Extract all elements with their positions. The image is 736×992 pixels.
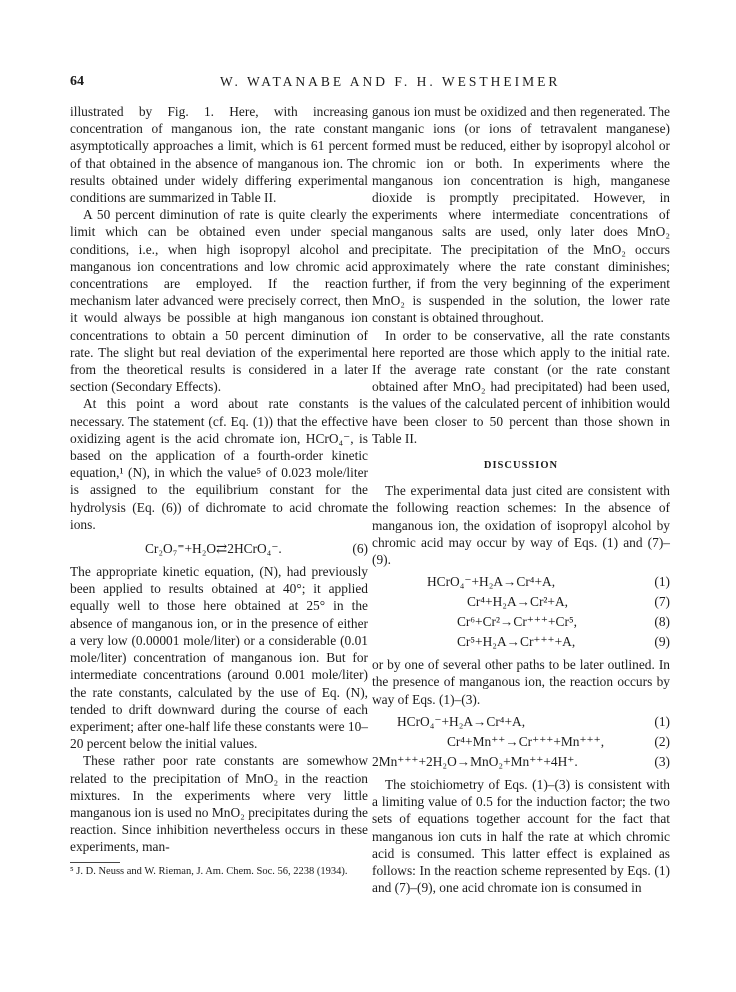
- equation-expression: Cr⁴+Mn⁺⁺→Cr⁺⁺⁺+Mn⁺⁺⁺,: [447, 733, 605, 749]
- footnote: ⁵ J. D. Neuss and W. Rieman, J. Am. Chem. Soc. 56, 2238 (1934).: [70, 865, 348, 877]
- running-title: W. WATANABE AND F. H. WESTHEIMER: [220, 74, 561, 89]
- equation-block-b: [372, 712, 670, 772]
- section-heading: DISCUSSION: [483, 460, 559, 472]
- equation-9: [372, 632, 670, 652]
- equation-expression: Cr₂O₇⁼+H₂O⇄2HCrO₄⁻.: [145, 541, 282, 557]
- paragraph: In order to be conservative, all the rate constants here reported are those which apply to the initial rate. If the average rate constant (or the rate constant obtained after MnO₂ had precipitated) had been used, the values of the calculated percent of inhibition would have been closer to 50 percent than those shown in Table II.: [372, 327, 670, 446]
- equation-6: [70, 539, 368, 559]
- paragraph: The experimental data just cited are consistent with the following reaction schemes: In the absence of manganous ion, the oxidation of isopropyl alcohol by chromic acid may occur by way of Eqs. (1) and (7)–(9).: [372, 483, 670, 568]
- page-number: 64: [70, 74, 84, 89]
- equation-number: (8): [654, 614, 670, 630]
- equation-number: (9): [654, 634, 670, 650]
- equation-expression: Cr⁴+H₂A→Cr²+A,: [467, 594, 568, 610]
- equation-1: [372, 572, 670, 592]
- equation-expression: 2Mn⁺⁺⁺+2H₂O→MnO₂+Mn⁺⁺+4H⁺.: [372, 753, 578, 769]
- equation-block-a: [372, 572, 670, 652]
- paragraph: The appropriate kinetic equation, (N), had previously been applied to results obtained at 40°; it applied equally well to those here obtained at 25° in the absence of manganous ion, or in the presence of either a very low (0.00001 mole/liter) or a considerable (0.01 mole/liter) concentration of manganous ion. But for intermediate concentrations (around 0.001 mole/liter) the rate constants, calculated by the use of Eq. (N), tended to drift downward during the course of each experiment; after one-half life these constants were 10–20 percent below the initial values.: [70, 564, 368, 752]
- equation-expression: HCrO₄⁻+H₂A→Cr⁴+A,: [427, 574, 556, 590]
- paragraph: A 50 percent diminution of rate is quite clearly the limit which can be obtained even under special conditions, i.e., when high isopropyl alcohol and manganous ion concentrations and low chromic acid concentrations are employed. If the reaction mechanism later advanced were precisely correct, then it would always be possible at high manganous ion concentrations to obtain a 50 percent diminution of rate. The slight but real deviation of the experimental from the theoretical results is considered in a later section (Secondary Effects).: [70, 207, 368, 395]
- equation-number: (7): [654, 594, 670, 610]
- equation-2: [372, 732, 670, 752]
- equation-1b: [372, 712, 670, 732]
- right-column: [372, 103, 670, 896]
- page-header: [70, 74, 670, 92]
- paragraph: ganous ion must be oxidized and then regenerated. The manganic ions (or ions of tetravalent manganese) formed must be reduced, either by isopropyl alcohol or chromic ion or both. In experiments where the manganous ion concentration is high, manganese dioxide is promptly precipitated. However, in experiments where intermediate concentrations of manganous salts are used, only later does MnO₂ precipitate. The precipitation of the MnO₂ occurs approximately where the rate constant diminishes; further, if from the very beginning of the experiment MnO₂ is suspended in the solution, the lower rate constant is obtained throughout.: [372, 104, 670, 326]
- footnote-divider: [70, 862, 120, 863]
- equation-number: (1): [654, 574, 670, 590]
- paragraph: These rather poor rate constants are somewhow related to the precipitation of MnO₂ in the reaction mixtures. In the experiments where very little manganous ion is used no MnO₂ precipitates during the reaction. Since inhibition nevertheless occurs in these experiments, man-: [70, 753, 368, 855]
- equation-8: [372, 612, 670, 632]
- equation-7: [372, 592, 670, 612]
- equation-number: (3): [654, 753, 670, 769]
- paragraph: The stoichiometry of Eqs. (1)–(3) is consistent with a limiting value of 0.5 for the induction factor; the two sets of equations together account for the fact that manganous ion cuts in half the rate at which chromic acid is consumed. This latter effect is explained as follows: In the reaction scheme represented by Eqs. (1) and (7)–(9), one acid chromate ion is consumed in: [372, 776, 670, 896]
- paragraph: At this point a word about rate constants is necessary. The statement (cf. Eq. (1)) that the effective oxidizing agent is the acid chromate ion, HCrO₄⁻, is based on the application of a fourth-order kinetic equation,¹ (N), in which the value⁵ of 0.023 mole/liter is assigned to the equilibrium constant for the hydrolysis (Eq. (6)) of dichromate to acid chromate ions.: [70, 396, 368, 532]
- paragraph: or by one of several other paths to be later outlined. In the presence of manganous ion, the reaction occurs by way of Eqs. (1)–(3).: [372, 657, 670, 707]
- equation-number: (6): [352, 541, 368, 557]
- equation-expression: Cr⁶+Cr²→Cr⁺⁺⁺+Cr⁵,: [457, 614, 577, 630]
- paragraph: illustrated by Fig. 1. Here, with increasing concentration of manganous ion, the rate constant asymptotically approaches a limit, which is 61 percent of that obtained in the absence of manganous ion. The results obtained under widely differing experimental conditions are summarized in Table II.: [70, 104, 368, 206]
- equation-expression: Cr⁵+H₂A→Cr⁺⁺⁺+A,: [457, 634, 576, 650]
- equation-number: (1): [654, 713, 670, 729]
- equation-3: [372, 752, 670, 772]
- equation-number: (2): [654, 733, 670, 749]
- equation-expression: HCrO₄⁻+H₂A→Cr⁴+A,: [397, 713, 526, 729]
- left-column: [70, 103, 368, 878]
